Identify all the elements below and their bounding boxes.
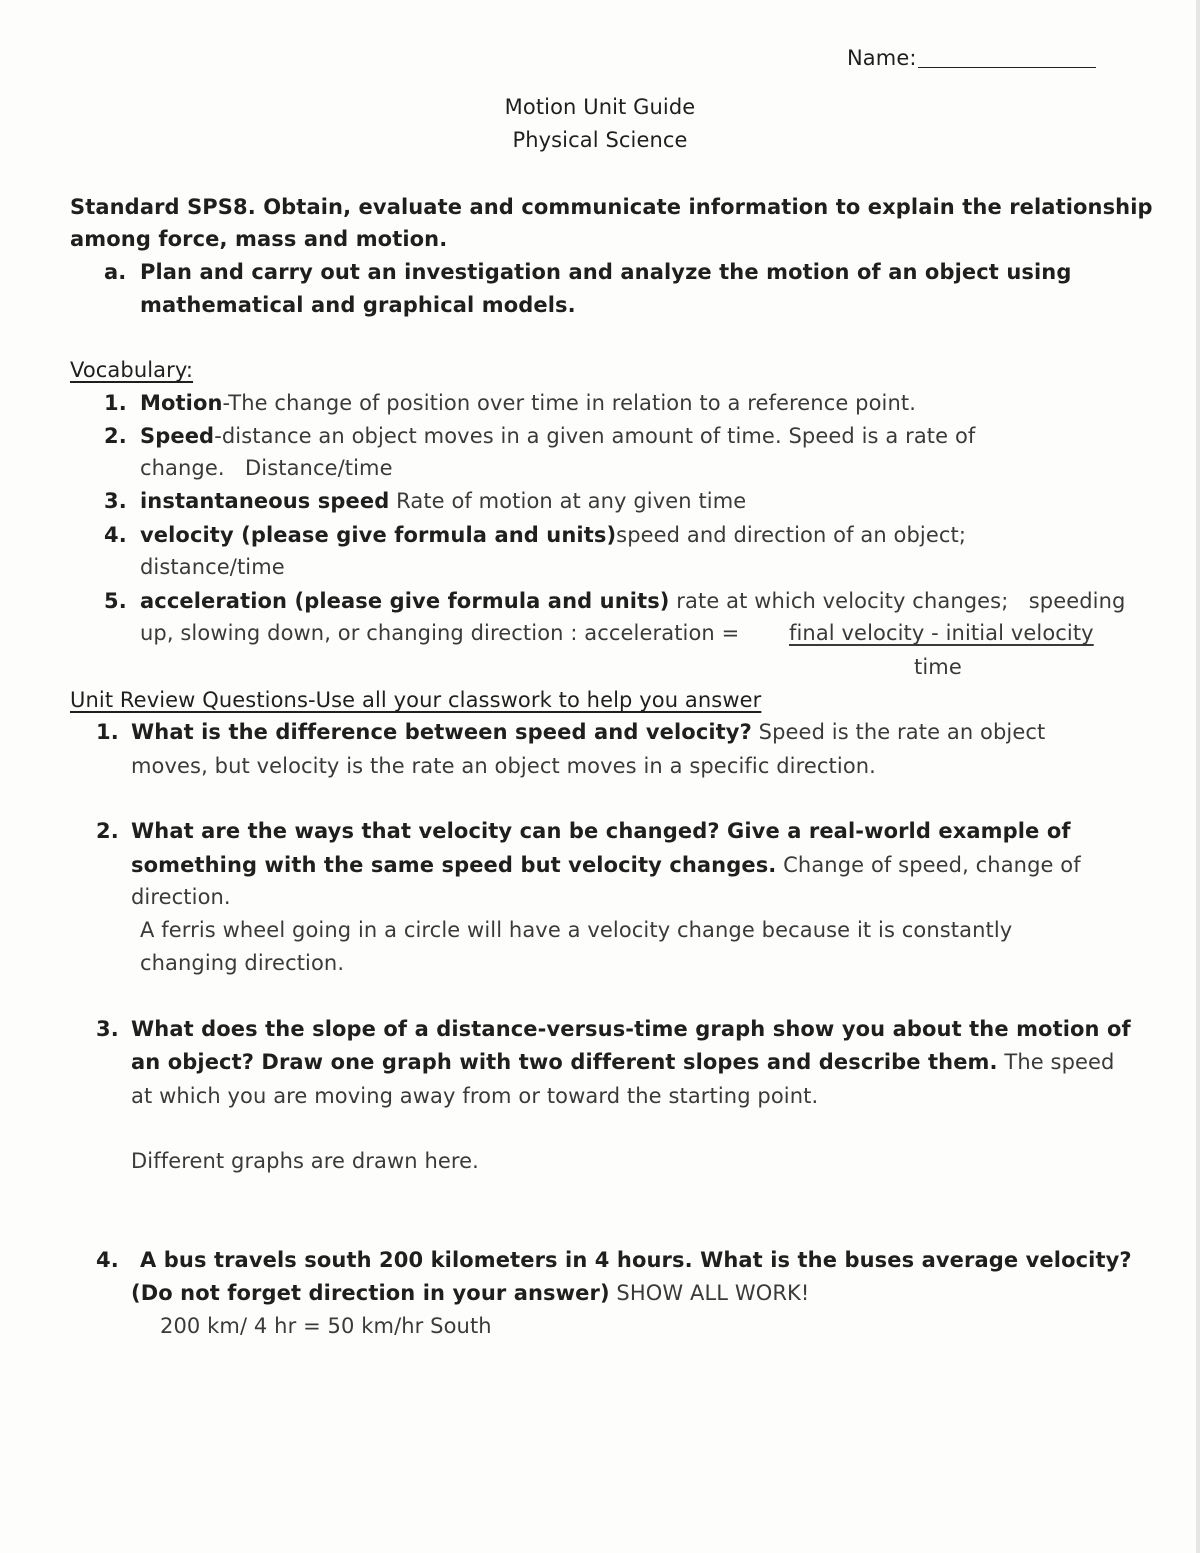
standard-line-1: Standard SPS8. Obtain, evaluate and communicate information to explain the relationship [70, 195, 1153, 219]
vocab-definition: Rate of motion at any given time [389, 489, 747, 513]
vocab-definition-cont: distance/time [140, 555, 285, 579]
question-1 [131, 718, 1045, 746]
question-text: What are the ways that velocity can be changed? Give a real-world example of [131, 819, 1071, 843]
vocab-definition-cont: up, slowing down, or changing direction : acceleration = [140, 621, 747, 645]
vocab-number: 3. [104, 489, 127, 513]
vocab-number: 2. [104, 424, 127, 448]
answer-text: direction. [131, 885, 231, 909]
question-text: (Do not forget direction in your answer) [131, 1281, 610, 1305]
answer-text: changing direction. [140, 951, 345, 975]
answer-text: Speed is the rate an object [751, 720, 1046, 744]
answer-text: moves, but velocity is the rate an object moves in a specific direction. [131, 754, 876, 778]
vocab-item-acceleration [140, 587, 1125, 615]
formula-denominator: time [914, 655, 962, 679]
standard-a-marker: a. [104, 260, 127, 284]
vocab-term: acceleration (please give formula and units) [140, 589, 670, 613]
question-number: 3. [96, 1017, 119, 1041]
vocab-definition-cont: change. Distance/time [140, 456, 393, 480]
standard-a-line-1: Plan and carry out an investigation and analyze the motion of an object using [140, 260, 1072, 284]
vocab-item-velocity [140, 521, 966, 549]
vocab-term: Motion [140, 391, 223, 415]
question-text: something with the same speed but velocity changes. [131, 853, 777, 877]
answer-text: The speed [997, 1050, 1115, 1074]
vocab-number: 5. [104, 589, 127, 613]
vocab-term: velocity (please give formula and units) [140, 523, 617, 547]
review-heading: Unit Review Questions-Use all your classwork to help you answer [70, 688, 762, 712]
answer-text: A ferris wheel going in a circle will have a velocity change because it is constantly [140, 918, 1013, 942]
vocab-definition: -The change of position over time in relation to a reference point. [222, 391, 916, 415]
vocab-item-speed [140, 422, 975, 450]
scan-edge [1196, 0, 1200, 1553]
formula-numerator: final velocity - initial velocity [789, 621, 1094, 645]
answer-text: Change of speed, change of [776, 853, 1081, 877]
question-text: What does the slope of a distance-versus-time graph show you about the motion of [131, 1017, 1131, 1041]
page-title: Motion Unit Guide [504, 95, 696, 119]
vocab-item-instantaneous-speed [140, 487, 746, 515]
question-number: 4. [96, 1248, 119, 1272]
standard-a-line-2: mathematical and graphical models. [140, 293, 576, 317]
vocab-definition: -distance an object moves in a given amount of time. Speed is a rate of [214, 424, 976, 448]
vocab-term: Speed [140, 424, 215, 448]
question-2 [131, 851, 1081, 879]
vocabulary-heading: Vocabulary: [70, 358, 194, 382]
vocab-item-motion [140, 389, 916, 417]
question-text: What is the difference between speed and velocity? [131, 720, 752, 744]
page-subtitle: Physical Science [512, 128, 688, 152]
answer-text: Different graphs are drawn here. [131, 1149, 479, 1173]
answer-text: at which you are moving away from or toward the starting point. [131, 1084, 819, 1108]
question-4 [131, 1279, 809, 1307]
vocab-number: 4. [104, 523, 127, 547]
name-blank-line [918, 67, 1096, 68]
vocab-definition: speed and direction of an object; [616, 523, 967, 547]
question-number: 2. [96, 819, 119, 843]
name-label: Name: [847, 46, 917, 70]
question-text: an object? Draw one graph with two different slopes and describe them. [131, 1050, 998, 1074]
standard-line-2: among force, mass and motion. [70, 227, 448, 251]
vocab-term: instantaneous speed [140, 489, 390, 513]
answer-text: 200 km/ 4 hr = 50 km/hr South [160, 1314, 492, 1338]
vocab-number: 1. [104, 391, 127, 415]
question-number: 1. [96, 720, 119, 744]
question-3 [131, 1048, 1114, 1076]
question-text: A bus travels south 200 kilometers in 4 hours. What is the buses average velocity? [140, 1248, 1132, 1272]
instruction-text: SHOW ALL WORK! [609, 1281, 810, 1305]
vocab-definition: rate at which velocity changes; speeding [669, 589, 1126, 613]
